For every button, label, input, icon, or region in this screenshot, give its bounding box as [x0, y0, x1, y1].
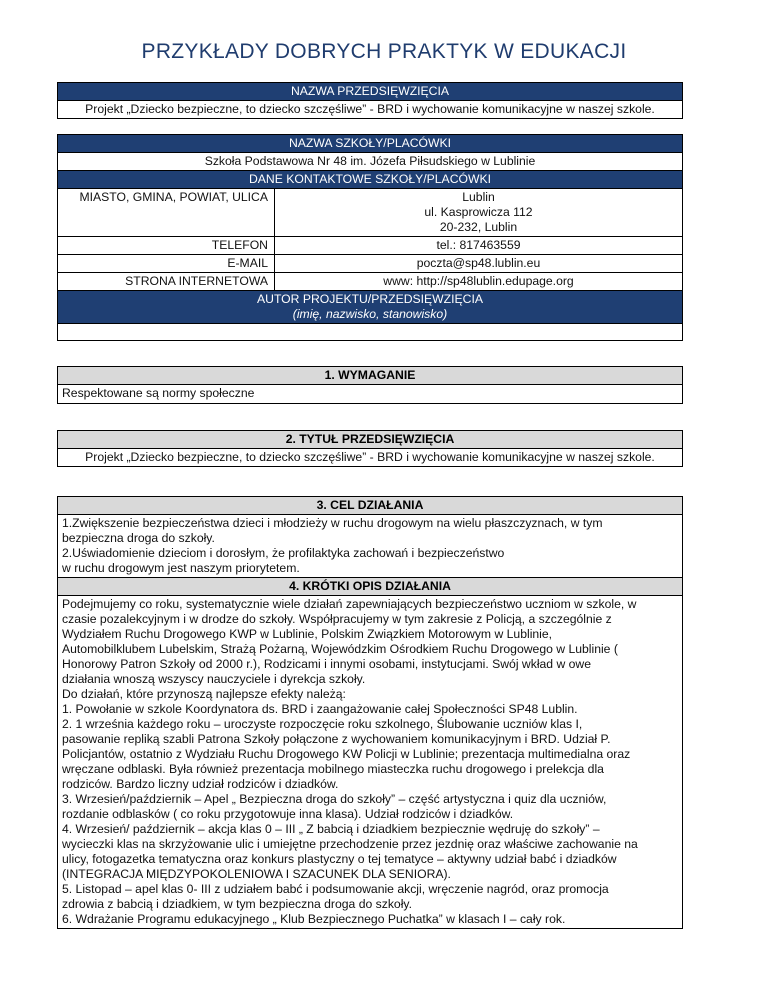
address-line: Lublin: [462, 190, 495, 204]
description-line: ulicy, fotogazetka tematyczna oraz konkurs plastyczny o tej tematyce – aktywny udział babć i dziadków: [62, 852, 617, 866]
requirement-header: 1. WYMAGANIE: [58, 367, 683, 385]
page-title: PRZYKŁADY DOBRYCH PRAKTYK W EDUKACJI: [141, 40, 627, 63]
description-line: wycieczki klas na skrzyżowanie ulic i umiejętne przechodzenie przez jezdnię oraz właściwe zachowanie na: [62, 837, 638, 851]
description-line: rozdanie odblasków ( co roku przygotowuje inna klasa). Udział rodziców i dziadków.: [62, 807, 514, 821]
address-value: [275, 189, 683, 237]
address-line: 20-232, Lublin: [439, 220, 518, 234]
description-line: (INTEGRACJA MIĘDZYPOKOLENIOWA I SZACUNEK DLA SENIORA).: [62, 867, 451, 881]
description-line: zdrowia z babcią i dziadkiem, w tym bezpieczna droga do szkoły.: [62, 897, 412, 911]
email-label: E-MAIL: [58, 255, 275, 273]
goal-line: 1.Zwiększenie bezpieczeństwa dzieci i młodzieży w ruchu drogowym na wielu płaszczyznach, w tym: [62, 516, 603, 530]
goal-line: 2.Uświadomienie dzieciom i dorosłym, że profilaktyka zachowań i bezpieczeństwo: [62, 546, 505, 560]
author-value: [58, 324, 683, 341]
description-line: 2. 1 września każdego roku – uroczyste rozpoczęcie roku szkolnego, Ślubowanie uczniów klas I,: [62, 717, 583, 731]
goal-description-table: [57, 496, 683, 929]
description-line: 5. Listopad – apel klas 0- III z udziałem babć i podsumowanie akcji, wręczenie nagród, oraz promocja: [62, 882, 609, 896]
goal-body: [58, 515, 683, 578]
school-header: NAZWA SZKOŁY/PLACÓWKI: [58, 135, 683, 153]
description-line: Wydziałem Ruchu Drogowego KWP w Lublinie, Polskim Związkiem Motorowym w Lublinie,: [62, 627, 553, 641]
description-line: 4. Wrzesień/ październik – akcja klas 0 – III „ Z babcią i dziadkiem bezpiecznie wędruję do szkoły” –: [62, 822, 600, 836]
goal-line: w ruchu drogowym jest naszym priorytetem.: [62, 561, 300, 575]
description-header: 4. KRÓTKI OPIS DZIAŁANIA: [58, 578, 683, 596]
goal-line: bezpieczna droga do szkoły.: [62, 531, 215, 545]
title-table: [57, 430, 683, 467]
project-name-value: Projekt „Dziecko bezpieczne, to dziecko szczęśliwe” - BRD i wychowanie komunikacyjne w naszej szkole.: [58, 101, 683, 119]
requirement-value: Respektowane są normy społeczne: [58, 385, 683, 404]
description-line: 1. Powołanie w szkole Koordynatora ds. BRD i zaangażowanie całej Społeczności SP48 Lublin.: [62, 702, 578, 716]
description-line: rodziców. Bardzo liczny udział rodziców i dziadków.: [62, 777, 339, 791]
requirement-table: [57, 366, 683, 404]
description-line: 3. Wrzesień/październik – Apel „ Bezpieczna droga do szkoły” – część artystyczna i quiz dla uczniów,: [62, 792, 607, 806]
phone-value: tel.: 817463559: [275, 237, 683, 255]
description-line: Do działań, które przynoszą najlepsze efekty należą:: [62, 687, 346, 701]
school-table: [57, 134, 683, 341]
address-line: ul. Kasprowicza 112: [424, 205, 533, 219]
description-line: Automobilklubem Lubelskim, Strażą Pożarną, Wojewódzkim Ośrodkiem Ruchu Drogowego w Lublinie (: [62, 642, 618, 656]
description-line: Podejmujemy co roku, systematycznie wiele działań zapewniających bezpieczeństwo uczniom w szkole, w: [62, 597, 637, 611]
goal-header: 3. CEL DZIAŁANIA: [58, 497, 683, 515]
description-body: [58, 596, 683, 929]
www-value[interactable]: www: http://sp48lublin.edupage.org: [275, 273, 683, 291]
description-line: wręczane odblaski. Była również prezentacja mobilnego miasteczka ruchu drogowego i prelekcja dla: [62, 762, 604, 776]
description-line: Honorowy Patron Szkoły od 2000 r.), Rodzicami i innymi osobami, instytucjami. Swój wkład w owe: [62, 657, 592, 671]
address-label: MIASTO, GMINA, POWIAT, ULICA: [58, 189, 275, 237]
description-line: 6. Wdrażanie Programu edukacyjnego „ Klub Bezpiecznego Puchatka” w klasach I – cały rok.: [62, 912, 566, 926]
description-line: pasowanie repliką szabli Patrona Szkoły połączone z wychowaniem komunikacyjnym i BRD. Udział P.: [62, 732, 611, 746]
phone-label: TELEFON: [58, 237, 275, 255]
description-line: czasie pozalekcyjnym i w drodze do szkoły. Współpracujemy w tym zakresie z Policją, a szczególnie z: [62, 612, 612, 626]
title-header: 2. TYTUŁ PRZEDSIĘWZIĘCIA: [58, 431, 683, 449]
author-header-sub: (imię, nazwisko, stanowisko): [292, 307, 448, 321]
author-header: [58, 291, 683, 324]
school-name: Szkoła Podstawowa Nr 48 im. Józefa Piłsudskiego w Lublinie: [58, 153, 683, 171]
description-line: działania wnoszą wszyscy nauczyciele i dyrekcja szkoły.: [62, 672, 366, 686]
title-value: Projekt „Dziecko bezpieczne, to dziecko szczęśliwe” - BRD i wychowanie komunikacyjne w naszej szkole.: [58, 449, 683, 467]
email-value[interactable]: poczta@sp48.lublin.eu: [275, 255, 683, 273]
www-label: STRONA INTERNETOWA: [58, 273, 275, 291]
project-name-header: NAZWA PRZEDSIĘWZIĘCIA: [58, 83, 683, 101]
contact-header: DANE KONTAKTOWE SZKOŁY/PLACÓWKI: [58, 171, 683, 189]
author-header-title: AUTOR PROJEKTU/PRZEDSIĘWZIĘCIA: [257, 292, 483, 306]
description-line: Policjantów, ostatnio z Wydziału Ruchu Drogowego KW Policji w Lublinie; prezentacja multimedialna oraz: [62, 747, 631, 761]
project-name-table: [57, 82, 683, 119]
